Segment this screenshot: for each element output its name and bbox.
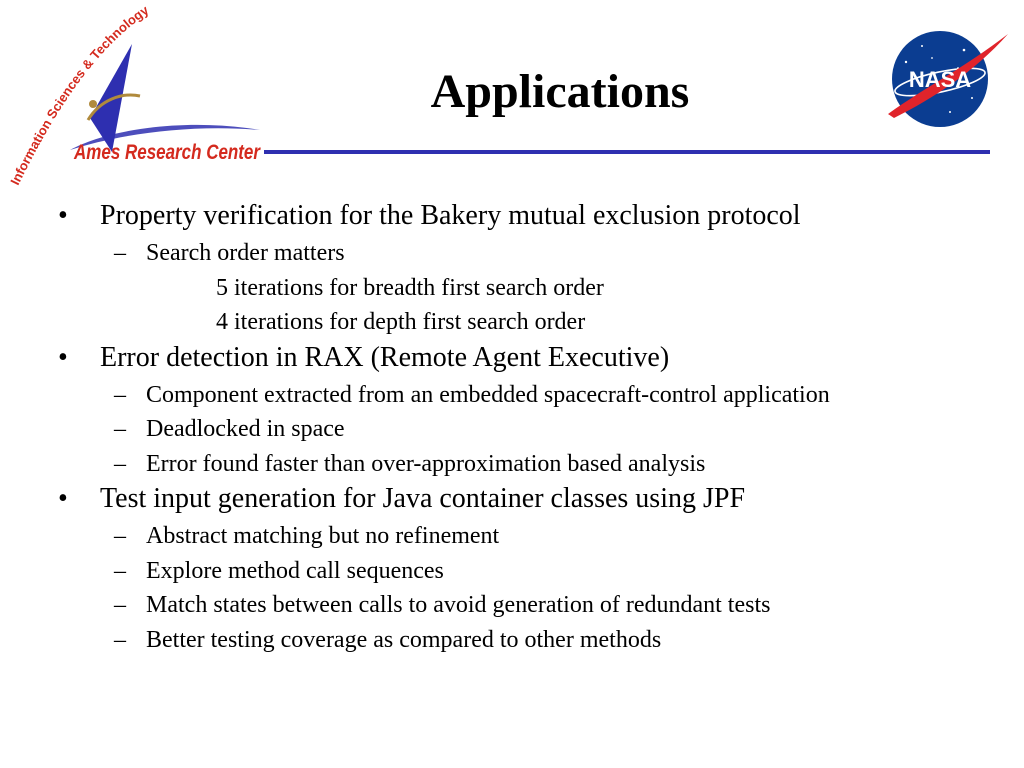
dash-marker: –: [114, 416, 126, 442]
dash-marker: –: [114, 450, 126, 477]
sub-bullet-text: Match states between calls to avoid generation of redundant tests: [146, 592, 771, 618]
ames-logo-text: Ames Research Center: [73, 141, 262, 164]
nasa-logo-text: NASA: [908, 67, 972, 92]
dash-marker: –: [114, 592, 126, 618]
sub-bullet-text: Deadlocked in space: [146, 416, 345, 442]
title-divider: [264, 150, 990, 154]
bullet-text: Test input generation for Java container classes using JPF: [100, 483, 746, 514]
dash-marker: –: [114, 557, 126, 584]
sub-bullet-text: Component extracted from an embedded spacecraft-control application: [146, 381, 830, 408]
sub-bullet-item: [58, 588, 1018, 623]
slide-content: [58, 198, 1018, 657]
sub-bullet-item: [58, 519, 1018, 554]
dash-marker: –: [114, 523, 126, 549]
bullet-marker: •: [58, 200, 68, 231]
sub-bullet-text: Better testing coverage as compared to other methods: [146, 626, 662, 653]
sub-bullet-item: [58, 378, 1018, 413]
bullet-item: [58, 481, 1018, 516]
sub-bullet-text: Error found faster than over-approximation based analysis: [146, 450, 706, 477]
bullet-text: Error detection in RAX (Remote Agent Executive): [100, 341, 670, 373]
bullet-item: [58, 198, 1018, 233]
dash-marker: –: [114, 626, 126, 653]
ames-arc-text: Information Sciences & Technology: [7, 2, 152, 188]
sub-bullet-item: [58, 447, 1018, 482]
sub-bullet-text: Search order matters: [146, 240, 345, 266]
bullet-marker: •: [58, 483, 68, 514]
sub-bullet-text: Explore method call sequences: [146, 557, 444, 584]
sub-bullet-item: [58, 554, 1018, 589]
sub-bullet-item: [58, 623, 1018, 658]
dash-marker: –: [114, 240, 126, 266]
bullet-text: Property verification for the Bakery mutual exclusion protocol: [100, 200, 801, 231]
bullet-marker: •: [58, 341, 68, 373]
detail-line: 5 iterations for breadth first search order: [216, 274, 604, 301]
sub-bullet-text: Abstract matching but no refinement: [146, 523, 500, 549]
sub-bullet-item: [58, 236, 1018, 271]
detail-line: 4 iterations for depth first search order: [216, 309, 586, 335]
dash-marker: –: [114, 381, 126, 408]
slide-title: Applications: [430, 65, 690, 118]
bullet-item: [58, 340, 1018, 375]
sub-bullet-item: [58, 412, 1018, 447]
